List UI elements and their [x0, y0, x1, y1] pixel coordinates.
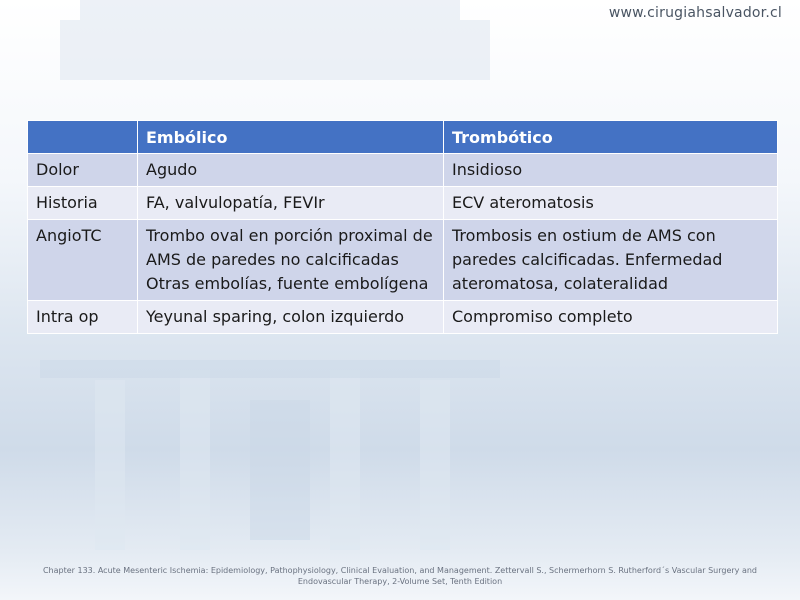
header-empty-cell: [28, 121, 138, 154]
embolico-cell: Yeyunal sparing, colon izquierdo: [138, 301, 444, 334]
header-embolico: Embólico: [138, 121, 444, 154]
embolico-cell: FA, valvulopatía, FEVIr: [138, 187, 444, 220]
row-label: AngioTC: [28, 220, 138, 301]
reference-citation: Chapter 133. Acute Mesenteric Ischemia: Epidemiology, Pathophysiology, Clinical Evaluation, and Management. Zettervall S., Schermerhorn S. Rutherford´s Vascular Surgery and Endovascular Therapy, 2-Volume Set, Tenth Edition: [42, 566, 758, 586]
row-label: Dolor: [28, 154, 138, 187]
table-row: [28, 187, 778, 220]
table-header-row: [28, 121, 778, 154]
trombotico-cell: Compromiso completo: [444, 301, 778, 334]
comparison-table: [27, 120, 778, 334]
embolico-cell: Trombo oval en porción proximal de AMS de paredes no calcificadas Otras embolías, fuente embolígena: [138, 220, 444, 301]
trombotico-cell: Insidioso: [444, 154, 778, 187]
trombotico-cell: Trombosis en ostium de AMS con paredes calcificadas. Enfermedad ateromatosa, colateralidad: [444, 220, 778, 301]
row-label: Intra op: [28, 301, 138, 334]
table-row: [28, 154, 778, 187]
header-trombotico: Trombótico: [444, 121, 778, 154]
embolico-cell: Agudo: [138, 154, 444, 187]
table-row: [28, 301, 778, 334]
site-url: www.cirugiahsalvador.cl: [608, 5, 782, 21]
row-label: Historia: [28, 187, 138, 220]
trombotico-cell: ECV ateromatosis: [444, 187, 778, 220]
table-row: [28, 220, 778, 301]
